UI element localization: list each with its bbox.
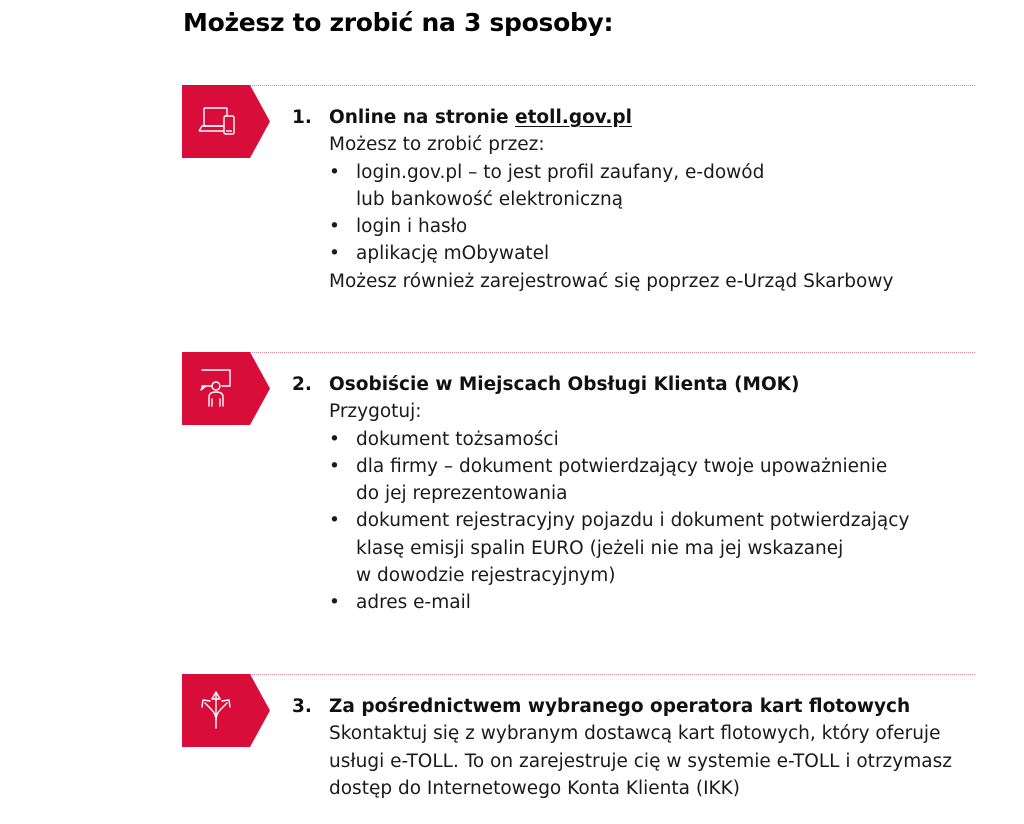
section-divider <box>250 674 975 675</box>
section-1-badge <box>182 85 270 158</box>
section-in-person <box>292 371 909 617</box>
section-divider <box>250 85 975 86</box>
section-heading: 3. Za pośrednictwem wybranego operatora kart flotowych <box>292 696 911 717</box>
branching-arrows-icon <box>182 674 270 747</box>
section-online <box>292 104 893 295</box>
section-fleet-operator: 3. Za pośrednictwem wybranego operatora kart flotowych Skontaktuj się z wybranym dostawcą kart flotowych, który oferuje usługi e-TOLL. To on zarejestruje cię w systemie e-TOLL i otrzymasz dostęp do Internetowego Konta Klienta (IKK) <box>292 693 952 802</box>
list-item: • login.gov.pl – to jest profil zaufany, e-dowód lub bankowość elektroniczną <box>329 159 893 214</box>
list-item: • dokument rejestracyjny pojazdu i dokument potwierdzający klasę emisji spalin EURO (jeżeli nie ma jej wskazanej w dowodzie rejestracyjnym) <box>329 507 909 589</box>
section-heading: 2. Osobiście w Miejscach Obsługi Klienta (MOK) <box>292 374 800 395</box>
intro-text: Przygotuj: <box>329 401 422 423</box>
section-2-badge <box>182 352 270 425</box>
options-list <box>329 159 893 268</box>
list-item: • dokument tożsamości <box>329 426 909 453</box>
list-item: • aplikację mObywatel <box>329 240 893 267</box>
intro-text: Możesz to zrobić przez: <box>329 134 545 156</box>
documents-list <box>329 426 909 617</box>
laptop-phone-icon <box>182 85 270 158</box>
list-item: • dla firmy – dokument potwierdzający twoje upoważnienie do jej reprezentowania <box>329 453 909 508</box>
person-speech-bubble-icon <box>182 352 270 425</box>
section-heading: 1. Online na stronie etoll.gov.pl <box>292 107 632 128</box>
etoll-link[interactable]: etoll.gov.pl <box>515 107 632 128</box>
list-item: • login i hasło <box>329 213 893 240</box>
list-item: • adres e-mail <box>329 589 909 616</box>
section-3-badge <box>182 674 270 747</box>
outro-text: Możesz również zarejestrować się poprzez e-Urząd Skarbowy <box>329 270 894 292</box>
section-divider <box>250 352 975 353</box>
page-title: Możesz to zrobić na 3 sposoby: <box>183 8 614 37</box>
